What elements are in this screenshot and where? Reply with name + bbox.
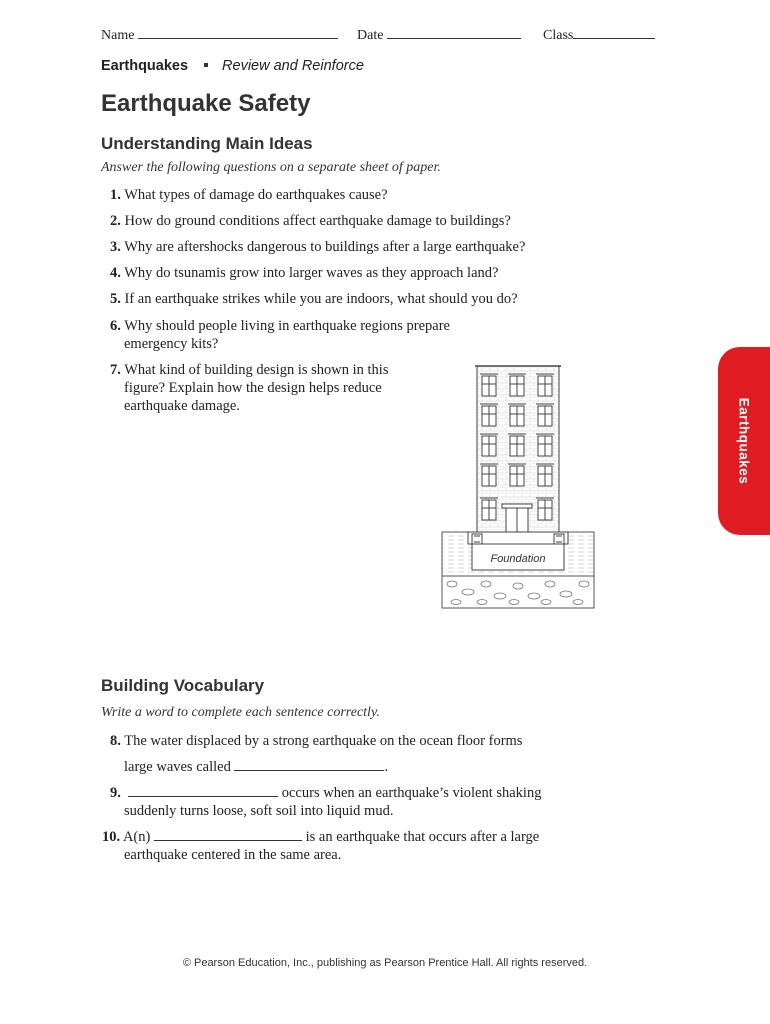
date-field: [357, 26, 521, 44]
instruction-vocabulary: Write a word to complete each sentence correctly.: [101, 705, 380, 720]
answer-blank-8[interactable]: [234, 758, 384, 771]
chapter-tab-label: Earthquakes: [736, 397, 752, 485]
name-label: Name: [101, 28, 135, 43]
name-field: [101, 26, 338, 44]
class-field: [543, 26, 655, 44]
question-8-line-2: large waves called .: [124, 759, 389, 775]
class-label: Class: [543, 28, 574, 43]
question-9: 9. occurs when an earthquake’s violent shaking suddenly turns loose, soft soil into liquid mud.: [110, 785, 542, 819]
copyright-footer: © Pearson Education, Inc., publishing as Pearson Prentice Hall. All rights reserved.: [182, 957, 588, 969]
section-heading-vocabulary: Building Vocabulary: [101, 676, 265, 695]
class-blank[interactable]: [573, 26, 655, 39]
foundation-label: Foundation: [490, 553, 546, 565]
question-4: 4. Why do tsunamis grow into larger waves as they approach land?: [110, 265, 499, 281]
section-heading-main-ideas: Understanding Main Ideas: [101, 134, 313, 153]
instruction-main-ideas: Answer the following questions on a separate sheet of paper.: [101, 160, 441, 175]
chapter-tab: [718, 347, 770, 535]
question-2: 2. How do ground conditions affect earthquake damage to buildings?: [110, 213, 511, 229]
question-10: 10. A(n) is an earthquake that occurs after a large earthquake centered in the same area.: [102, 829, 540, 863]
question-3: 3. Why are aftershocks dangerous to buildings after a large earthquake?: [110, 239, 526, 255]
separator-dot: [204, 63, 208, 67]
answer-blank-9[interactable]: [128, 784, 278, 797]
question-7: 7. What kind of building design is shown in this figure? Explain how the design helps reduce earthquake damage.: [110, 362, 389, 414]
question-5: 5. If an earthquake strikes while you are indoors, what should you do?: [110, 291, 518, 307]
breadcrumb-subtitle: Review and Reinforce: [222, 58, 364, 74]
breadcrumb-section: Earthquakes: [101, 58, 189, 74]
breadcrumb: [101, 58, 364, 74]
date-label: Date: [357, 28, 384, 43]
question-1: 1. What types of damage do earthquakes cause?: [110, 187, 388, 203]
name-blank[interactable]: [138, 26, 338, 39]
page-title: Earthquake Safety: [101, 90, 311, 117]
question-8: 8. The water displaced by a strong earthquake on the ocean floor forms: [110, 733, 523, 749]
question-6: 6. Why should people living in earthquake regions prepare emergency kits?: [110, 318, 450, 352]
answer-blank-10[interactable]: [154, 828, 302, 841]
date-blank[interactable]: [387, 26, 521, 39]
building-figure: [438, 362, 598, 610]
